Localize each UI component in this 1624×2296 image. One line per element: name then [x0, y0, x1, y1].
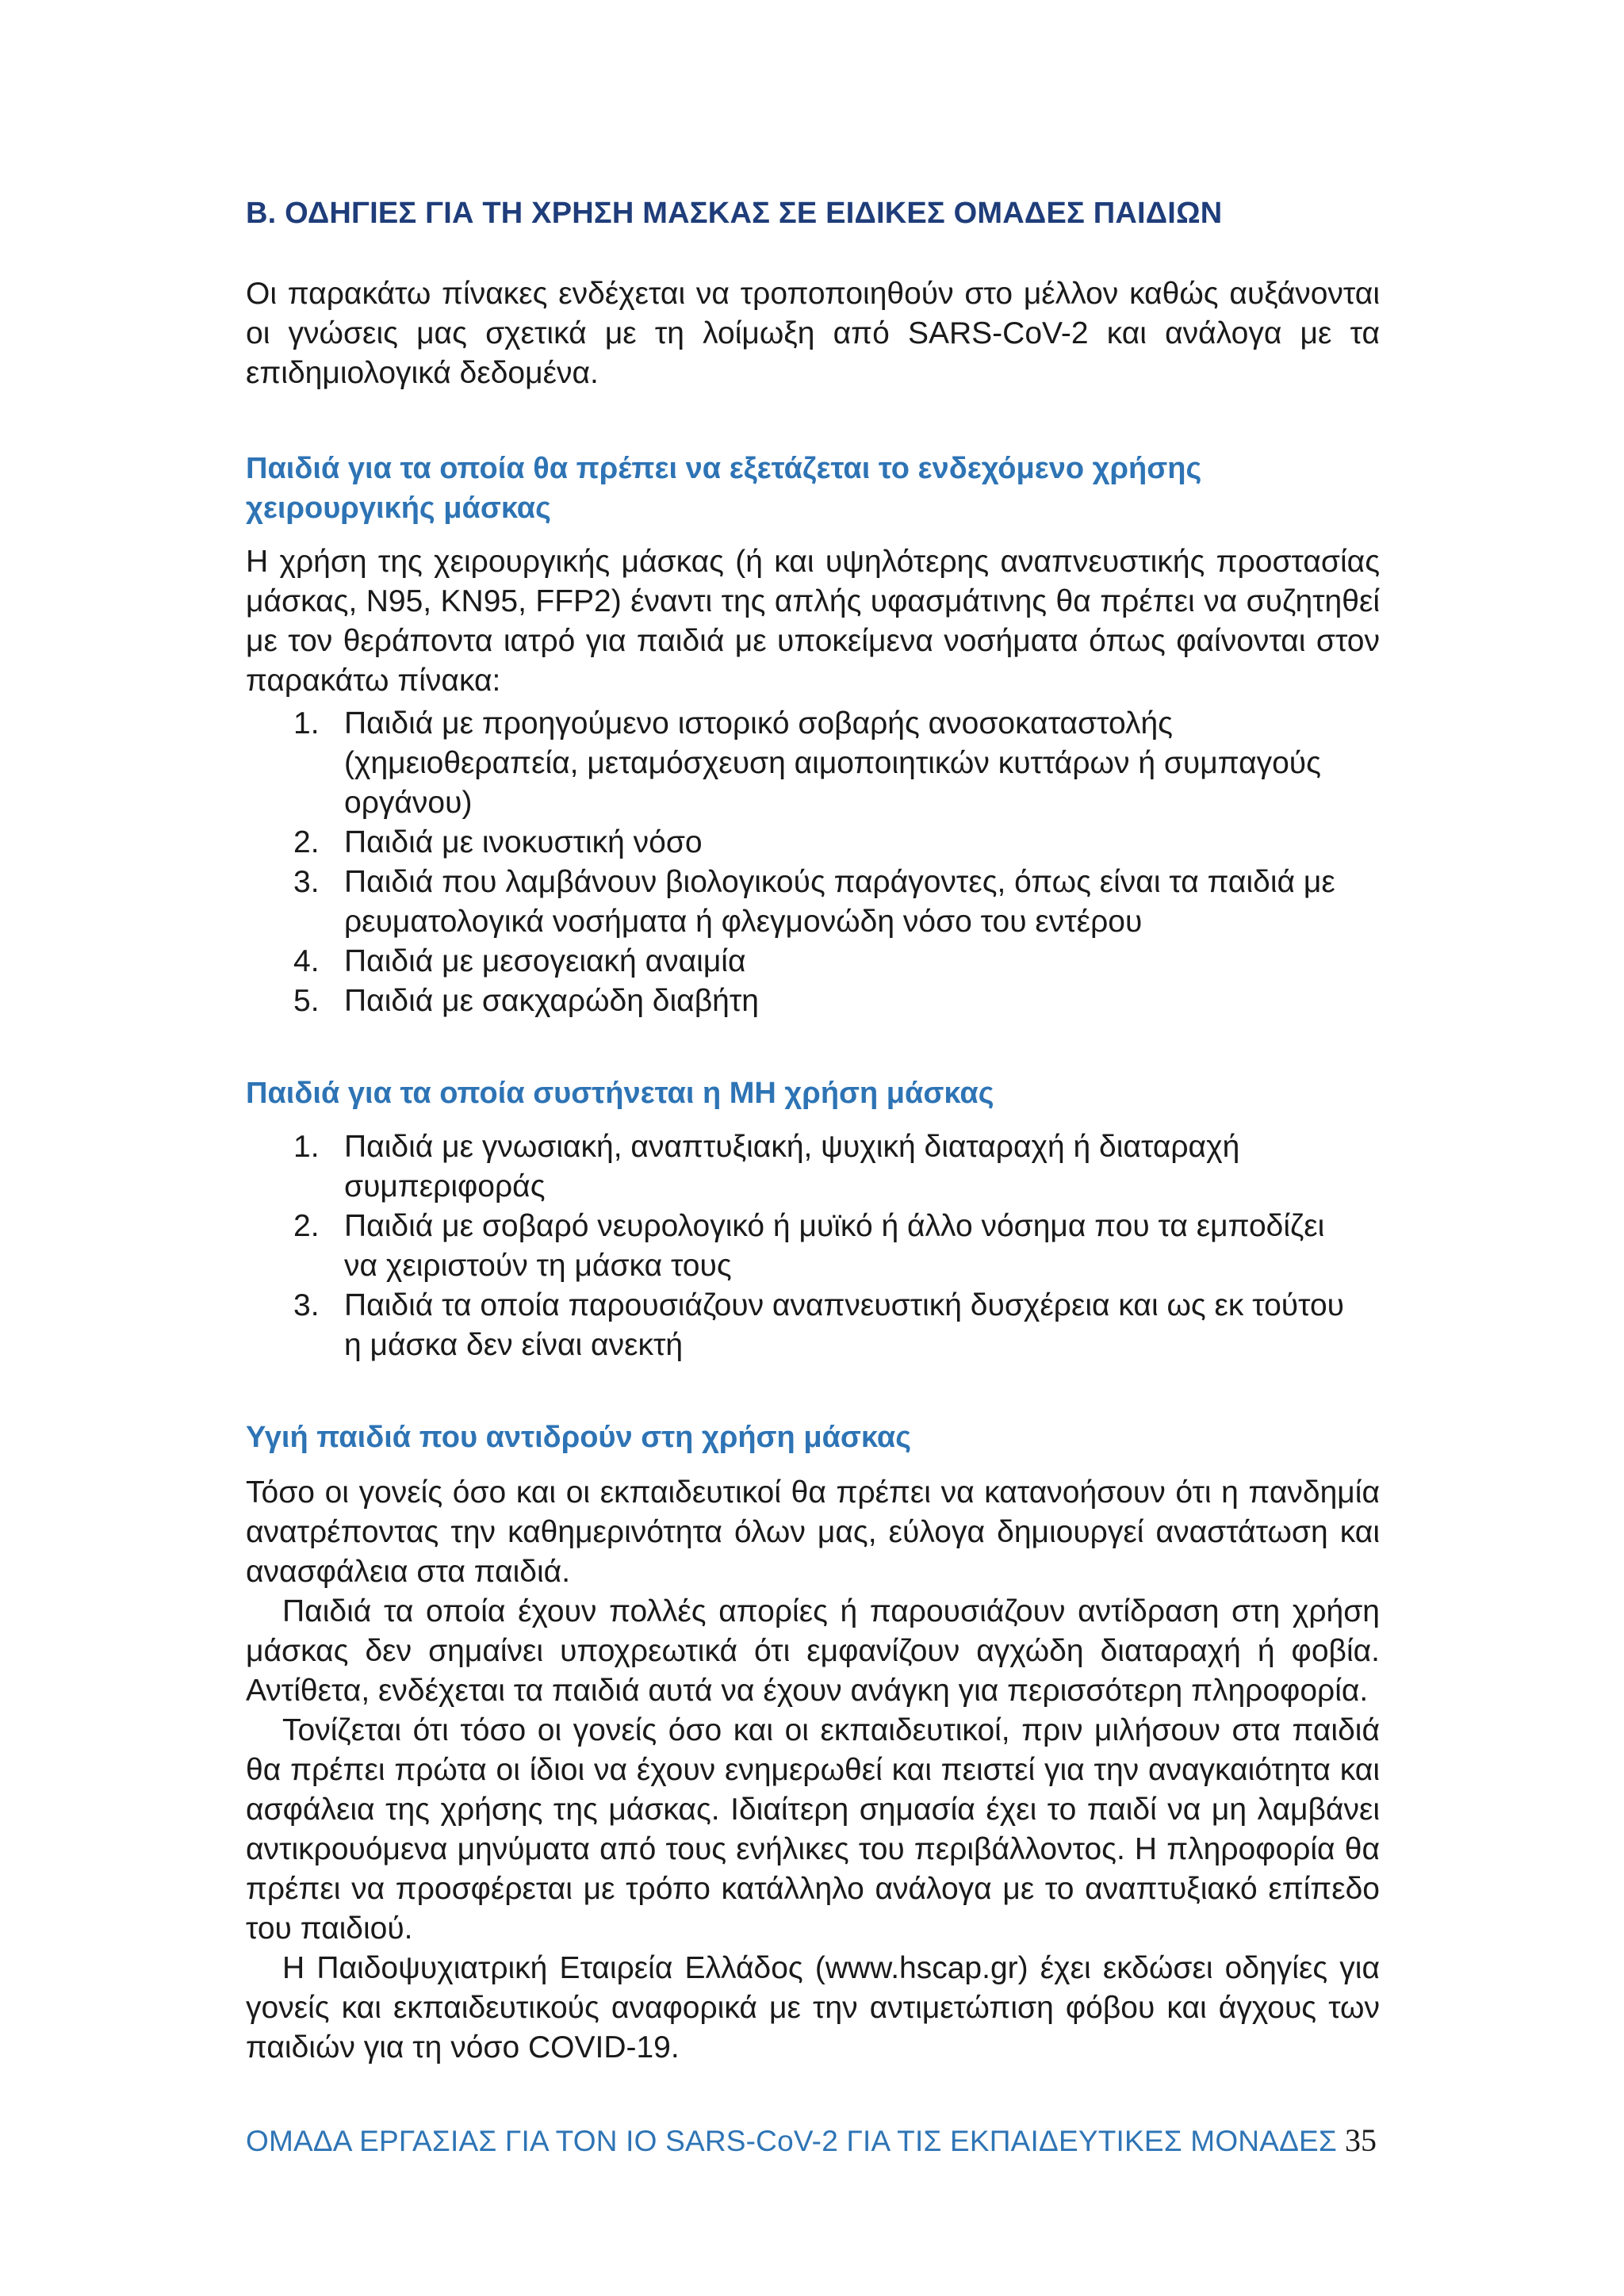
section1-list	[293, 704, 1364, 1021]
list-item-text: Παιδιά με προηγούμενο ιστορικό σοβαρής ανοσοκαταστολής (χημειοθεραπεία, μεταμόσχευση αιμοποιητικών κυττάρων ή συμπαγούς οργάνου)	[344, 706, 1321, 820]
section3-body	[246, 1473, 1380, 2068]
list-item-text: Παιδιά με ινοκυστική νόσο	[344, 825, 703, 859]
list-item	[293, 704, 1364, 823]
section3-heading: Υγιή παιδιά που αντιδρούν στη χρήση μάσκας	[246, 1421, 911, 1454]
section3-paragraph: Τόσο οι γονείς όσο και οι εκπαιδευτικοί θα πρέπει να κατανοήσουν ότι η πανδημία ανατρέποντας την καθημερινότητα όλων μας, εύλογα δημιουργεί αναστάτωση και ανασφάλεια στα παιδιά.	[246, 1475, 1380, 1589]
section1-heading: Παιδιά για τα οποία θα πρέπει να εξετάζεται το ενδεχόμενο χρήσης χειρουργικής μάσκας	[246, 452, 1202, 525]
intro-paragraph: Οι παρακάτω πίνακες ενδέχεται να τροποποιηθούν στο μέλλον καθώς αυξάνονται οι γνώσεις μας σχετικά με τη λοίμωξη από SARS-CoV-2 και ανάλογα με τα επιδημιολογικά δεδομένα.	[246, 277, 1380, 390]
page-title: Β. ΟΔΗΓΙΕΣ ΓΙΑ ΤΗ ΧΡΗΣΗ ΜΑΣΚΑΣ ΣΕ ΕΙΔΙΚΕΣ ΟΜΑΔΕΣ ΠΑΙΔΙΩΝ	[246, 197, 1223, 230]
list-item-text: Παιδιά με μεσογειακή αναιμία	[344, 944, 746, 978]
list-item-number: 3.	[293, 1288, 320, 1322]
footer-text: ΟΜΑΔΑ ΕΡΓΑΣΙΑΣ ΓΙΑ ΤΟΝ ΙΟ SARS-CoV-2 ΓΙΑ ΤΙΣ ΕΚΠΑΙΔΕΥΤΙΚΕΣ ΜΟΝΑΔΕΣ	[246, 2125, 1337, 2157]
page-number: 35	[1345, 2122, 1377, 2158]
list-item-number: 3.	[293, 865, 320, 899]
list-item-text: Παιδιά με σοβαρό νευρολογικό ή μυϊκό ή άλλο νόσημα που τα εμποδίζει να χειριστούν τη μάσκα τους	[344, 1209, 1325, 1283]
list-item-text: Παιδιά που λαμβάνουν βιολογικούς παράγοντες, όπως είναι τα παιδιά με ρευματολογικά νοσήματα ή φλεγμονώδη νόσο του εντέρου	[344, 865, 1335, 939]
list-item-text: Παιδιά με σακχαρώδη διαβήτη	[344, 984, 759, 1018]
list-item	[293, 823, 1364, 863]
list-item-number: 1.	[293, 706, 320, 740]
list-item-number: 1.	[293, 1130, 320, 1164]
list-item-number: 5.	[293, 984, 320, 1018]
list-item-number: 2.	[293, 825, 320, 859]
list-item-number: 4.	[293, 944, 320, 978]
list-item	[293, 1207, 1364, 1286]
list-item	[293, 982, 1364, 1021]
section3-paragraph: Παιδιά τα οποία έχουν πολλές απορίες ή παρουσιάζουν αντίδραση στη χρήση μάσκας δεν σημαίνει υποχρεωτικά ότι εμφανίζουν αγχώδη διαταραχή ή φοβία. Αντίθετα, ενδέχεται τα παιδιά αυτά να έχουν ανάγκη για περισσότερη πληροφορία.	[246, 1594, 1380, 1708]
list-item	[293, 942, 1364, 982]
section3-paragraph: Η Παιδοψυχιατρική Εταιρεία Ελλάδος (www.hscap.gr) έχει εκδώσει οδηγίες για γονείς και εκπαιδευτικούς αναφορικά με την αντιμετώπιση φόβου και άγχους των παιδιών για τη νόσο COVID-19.	[246, 1951, 1380, 2064]
section2-heading: Παιδιά για τα οποία συστήνεται η ΜΗ χρήση μάσκας	[246, 1077, 994, 1110]
list-item-number: 2.	[293, 1209, 320, 1243]
list-item	[293, 1286, 1364, 1365]
list-item	[293, 1127, 1364, 1207]
list-item-text: Παιδιά τα οποία παρουσιάζουν αναπνευστική δυσχέρεια και ως εκ τούτου η μάσκα δεν είναι ανεκτή	[344, 1288, 1345, 1362]
section3-paragraph: Τονίζεται ότι τόσο οι γονείς όσο και οι εκπαιδευτικοί, πριν μιλήσουν στα παιδιά θα πρέπει πρώτα οι ίδιοι να έχουν ενημερωθεί και πειστεί για την αναγκαιότητα και ασφάλεια της χρήσης της μάσκας. Ιδιαίτερη σημασία έχει το παιδί να μη λαμβάνει αντικρουόμενα μηνύματα από τους ενήλικες του περιβάλλοντος. Η πληροφορία θα πρέπει να προσφέρεται με τρόπο κατάλληλο ανάλογα με το αναπτυξιακό επίπεδο του παιδιού.	[246, 1713, 1380, 1946]
list-item-text: Παιδιά με γνωσιακή, αναπτυξιακή, ψυχική διαταραχή ή διαταραχή συμπεριφοράς	[344, 1130, 1240, 1203]
section2-list	[293, 1127, 1364, 1365]
list-item	[293, 863, 1364, 942]
section1-paragraph: Η χρήση της χειρουργικής μάσκας (ή και υψηλότερης αναπνευστικής προστασίας μάσκας, N95, KN95, FFP2) έναντι της απλής υφασμάτινης θα πρέπει να συζητηθεί με τον θεράποντα ιατρό για παιδιά με υποκείμενα νοσήματα όπως φαίνονται στον παρακάτω πίνακα:	[246, 545, 1380, 698]
